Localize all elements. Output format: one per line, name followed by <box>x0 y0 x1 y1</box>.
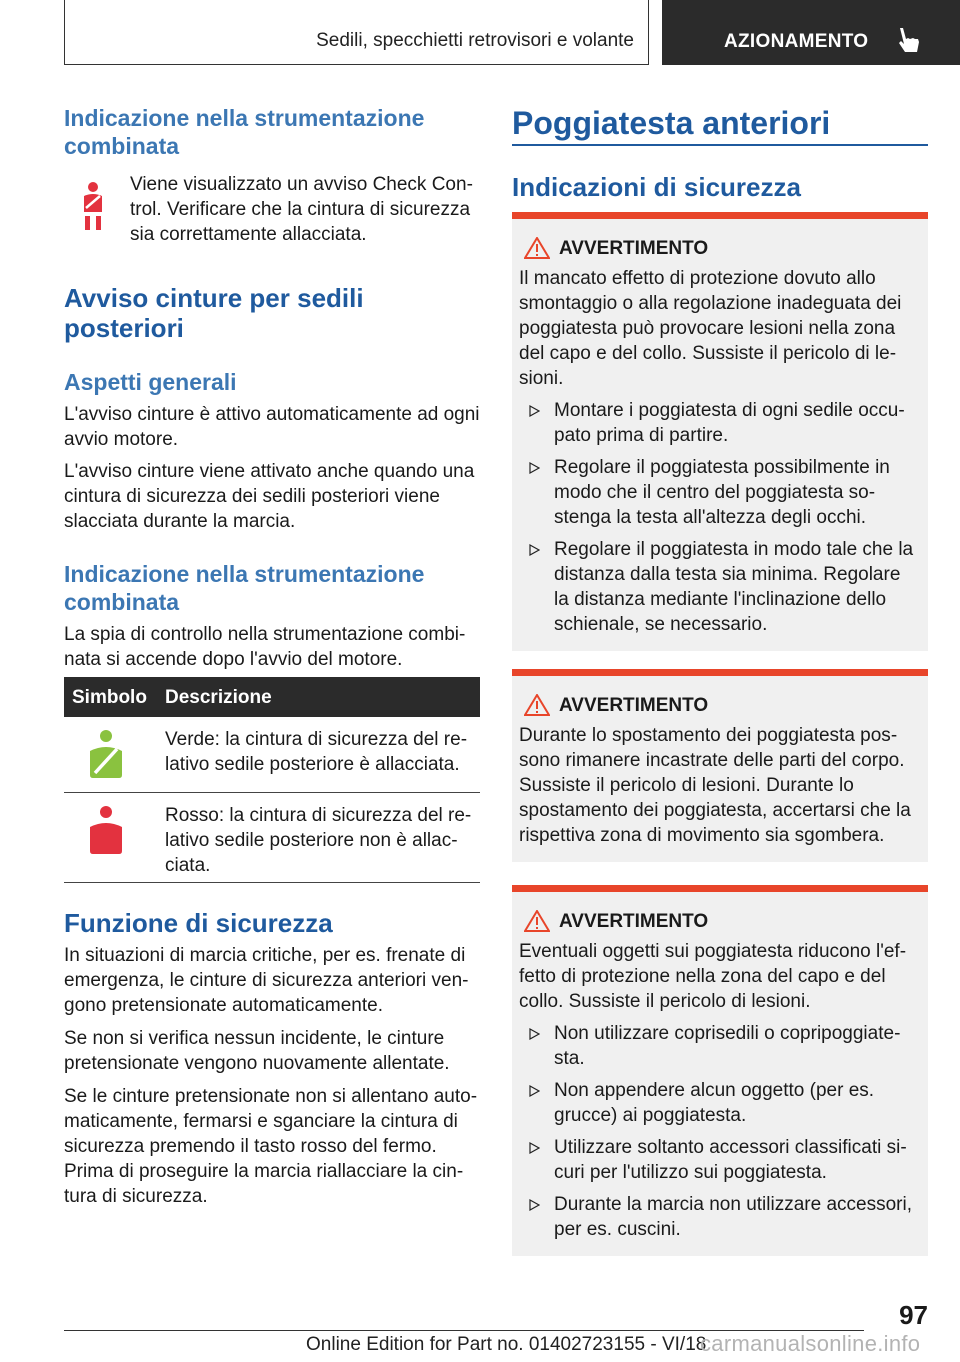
warning-triangle-icon <box>524 237 550 259</box>
table-row <box>64 793 480 883</box>
symbol-table <box>64 677 480 883</box>
col-symbol: Simbolo <box>72 687 147 708</box>
bullet-triangle-icon <box>529 462 540 474</box>
paragraph-belt-reminder-active: L'avviso cinture è attivo automaticamente ad ogni avvio motore. <box>64 404 480 450</box>
warning-triangle-icon <box>524 694 550 716</box>
list-item: Non appendere alcun oggetto (per es. grucce) ai poggiatesta. <box>519 1078 920 1128</box>
list-item: Non utilizzare coprisedili o copripoggiatesta. <box>519 1021 920 1071</box>
table-row <box>64 717 480 793</box>
section-title: Sedili, specchietti retrovisori e volante <box>316 30 634 51</box>
heading-safety-function: Funzione di sicurezza <box>64 908 333 938</box>
heading-rule <box>512 144 928 146</box>
bullet-triangle-icon <box>529 544 540 556</box>
bullet-triangle-icon <box>529 1199 540 1211</box>
check-control-note <box>64 172 480 247</box>
paragraph-manual-release: Se le cinture pretensionate non si allentano automaticamente, fermarsi e sganciare la cintura di sicurezza premendo il tasto rosso del fermo. Prima di proseguire la marcia riallacciare la cintura di sicurezza. <box>64 1086 478 1207</box>
footer-edition: Online Edition for Part no. 01402723155 - VI/18 <box>306 1334 707 1355</box>
heading-instrument-cluster-2: Indicazione nella strumentazione combinata <box>64 561 425 615</box>
heading-front-headrests: Poggiatesta anteriori <box>512 105 831 141</box>
heading-general: Aspetti generali <box>64 369 237 395</box>
watermark: carmanualsonline.info <box>700 1331 921 1356</box>
list-item: Durante la marcia non utilizzare accessori, per es. cuscini. <box>519 1192 920 1242</box>
heading-instrument-cluster: Indicazione nella strumentazione combinata <box>64 105 425 159</box>
row-green-description: Verde: la cintura di sicurezza del relativo sedile posteriore è allacciata. <box>165 729 468 775</box>
check-control-text: Viene visualizzato un avviso Check Control. Verificare che la cintura di sicurezza sia correttamente allacciata. <box>130 174 473 245</box>
warning-box-3 <box>512 885 928 1256</box>
list-item: Regolare il poggiatesta in modo tale che la distanza dalla testa sia minima. Regolare la distanza mediante l'inclinazione dello schienale, se necessario. <box>519 537 920 637</box>
seatbelt-fastened-icon <box>84 729 128 779</box>
chapter-title: AZIONAMENTO <box>724 31 869 52</box>
warning-title: AVVERTIMENTO <box>519 237 920 261</box>
paragraph-indicator-light: La spia di controllo nella strumentazione combinata si accende dopo l'avvio del motore. <box>64 624 466 670</box>
warning-triangle-icon <box>524 910 550 932</box>
paragraph-belt-reminder-activated: L'avviso cinture viene attivato anche quando una cintura di sicurezza dei sedili posteriori viene slacciata durante la marcia. <box>64 461 475 532</box>
paragraph-pretension: In situazioni di marcia critiche, per es. frenate di emergenza, le cinture di sicurezza anteriori vengono pretensionate automaticamente. <box>64 945 469 1016</box>
heading-safety-notes: Indicazioni di sicurezza <box>512 172 801 202</box>
bullet-triangle-icon <box>529 1142 540 1154</box>
page-number: 97 <box>899 1300 928 1330</box>
warning-text: Il mancato effetto di protezione dovuto allo smontaggio o alla regolazione inadeguata dei poggiatesta può provocare lesioni nella zona del capo e del collo. Sussiste il pericolo di lesioni. <box>519 268 902 389</box>
table-header <box>64 677 480 717</box>
warning-box-1 <box>512 212 928 651</box>
warning-box-2 <box>512 669 928 862</box>
warning-title: AVVERTIMENTO <box>519 694 920 718</box>
bullet-triangle-icon <box>529 1028 540 1040</box>
row-red-description: Rosso: la cintura di sicurezza del relativo sedile posteriore non è allacciata. <box>165 805 472 876</box>
heading-rear-belt-reminder: Avviso cinture per sedili posteriori <box>64 283 364 343</box>
warning-text: Eventuali oggetti sui poggiatesta riducono l'effetto di protezione nella zona del capo e del collo. Sussiste il pericolo di lesioni. <box>519 941 907 1012</box>
seatbelt-warning-icon <box>80 178 106 232</box>
list-item: Regolare il poggiatesta possibilmente in modo che il centro del poggiatesta sostenga la testa all'altezza degli occhi. <box>519 455 920 530</box>
warning-text: Durante lo spostamento dei poggiatesta possono rimanere incastrate delle parti del corpo. Sussiste il pericolo di lesioni. Durante lo spostamento dei poggiatesta, accertarsi che la rispettiva zona di movimento sia sgombera. <box>519 725 911 846</box>
list-item: Utilizzare soltanto accessori classificati sicuri per l'utilizzo sui poggiatesta. <box>519 1135 920 1185</box>
chapter-tab <box>662 0 960 65</box>
list-item: Montare i poggiatesta di ogni sedile occupato prima di partire. <box>519 398 920 448</box>
bullet-triangle-icon <box>529 405 540 417</box>
pointing-hand-icon <box>896 26 922 54</box>
bullet-triangle-icon <box>529 1085 540 1097</box>
seatbelt-unfastened-icon <box>84 805 128 855</box>
col-description: Descrizione <box>165 687 272 708</box>
warning-title: AVVERTIMENTO <box>519 910 920 934</box>
paragraph-no-incident: Se non si verifica nessun incidente, le cinture pretensionate vengono nuovamente allentate. <box>64 1028 450 1074</box>
header-section-box <box>64 0 649 65</box>
